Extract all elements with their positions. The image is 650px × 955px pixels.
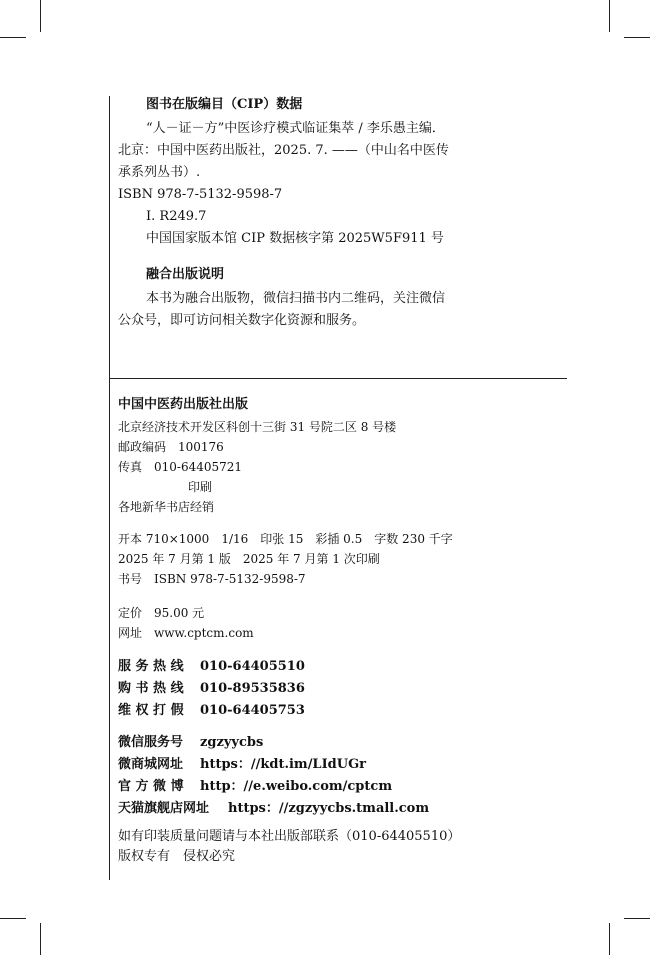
vertical-rule: [109, 96, 110, 880]
cip-line: 承系列丛书）.: [118, 165, 201, 180]
copyright-notice: 版权专有 侵权必究: [118, 849, 236, 864]
social-value: http：//e.weibo.com/cptcm: [200, 779, 393, 794]
price: 定价 95.00 元: [118, 606, 205, 620]
fusion-line: 公众号，即可访问相关数字化资源和服务。: [118, 313, 366, 328]
social-label: 微商城网址: [118, 757, 184, 772]
crop-mark: [624, 37, 650, 38]
hotline-label: 维 权 打 假: [118, 703, 184, 718]
social-label: 官 方 微 博: [118, 779, 184, 794]
printer: 印刷: [188, 480, 213, 494]
publisher-postcode: 邮政编码 100176: [118, 440, 224, 454]
publisher-fax: 传真 010-64405721: [118, 460, 243, 474]
spec-book-number: 书号 ISBN 978-7-5132-9598-7: [118, 572, 306, 586]
social-value: zgzyycbs: [200, 735, 264, 750]
spec-edition: 2025 年 7 月第 1 版 2025 年 7 月第 1 次印刷: [118, 552, 380, 566]
hotline-value: 010-64405753: [200, 703, 305, 718]
cip-check-number: 中国国家版本馆 CIP 数据核字第 2025W5F911 号: [146, 231, 444, 246]
distributor: 各地新华书店经销: [118, 500, 215, 514]
crop-mark: [609, 923, 610, 955]
cip-class: Ⅰ. R249.7: [146, 209, 207, 224]
hotline-value: 010-89535836: [200, 681, 305, 696]
fusion-heading: 融合出版说明: [146, 267, 225, 282]
quality-notice: 如有印装质量问题请与本社出版部联系（010-64405510）: [118, 829, 461, 844]
cip-heading: 图书在版编目（CIP）数据: [146, 97, 303, 112]
crop-mark: [624, 918, 650, 919]
publisher-name: 中国中医药出版社出版: [118, 397, 249, 412]
hotline-value: 010-64405510: [200, 659, 305, 674]
crop-mark: [0, 37, 26, 38]
crop-mark: [40, 923, 41, 955]
hotline-label: 服 务 热 线: [118, 659, 184, 674]
fusion-line: 本书为融合出版物，微信扫描书内二维码，关注微信: [146, 291, 446, 306]
social-value: https：//kdt.im/LIdUGr: [200, 757, 367, 772]
hotline-label: 购 书 热 线: [118, 681, 184, 696]
crop-mark: [40, 0, 41, 32]
social-label: 天猫旗舰店网址: [118, 801, 210, 816]
crop-mark: [609, 0, 610, 32]
website: 网址 www.cptcm.com: [118, 626, 254, 640]
social-value: https：//zgzyycbs.tmall.com: [228, 801, 430, 816]
social-label: 微信服务号: [118, 735, 184, 750]
spec-format: 开本 710×1000 1/16 印张 15 彩插 0.5 字数 230 千字: [118, 532, 453, 546]
cip-line: “人－证－方”中医诊疗模式临证集萃 / 李乐愚主编．: [146, 121, 445, 136]
cip-line: 北京：中国中医药出版社，2025. 7. ——（中山名中医传: [118, 143, 449, 158]
publisher-address: 北京经济技术开发区科创十三街 31 号院二区 8 号楼: [118, 420, 397, 434]
horizontal-rule: [109, 378, 567, 379]
cip-isbn: ISBN 978-7-5132-9598-7: [118, 187, 283, 202]
crop-mark: [0, 918, 26, 919]
